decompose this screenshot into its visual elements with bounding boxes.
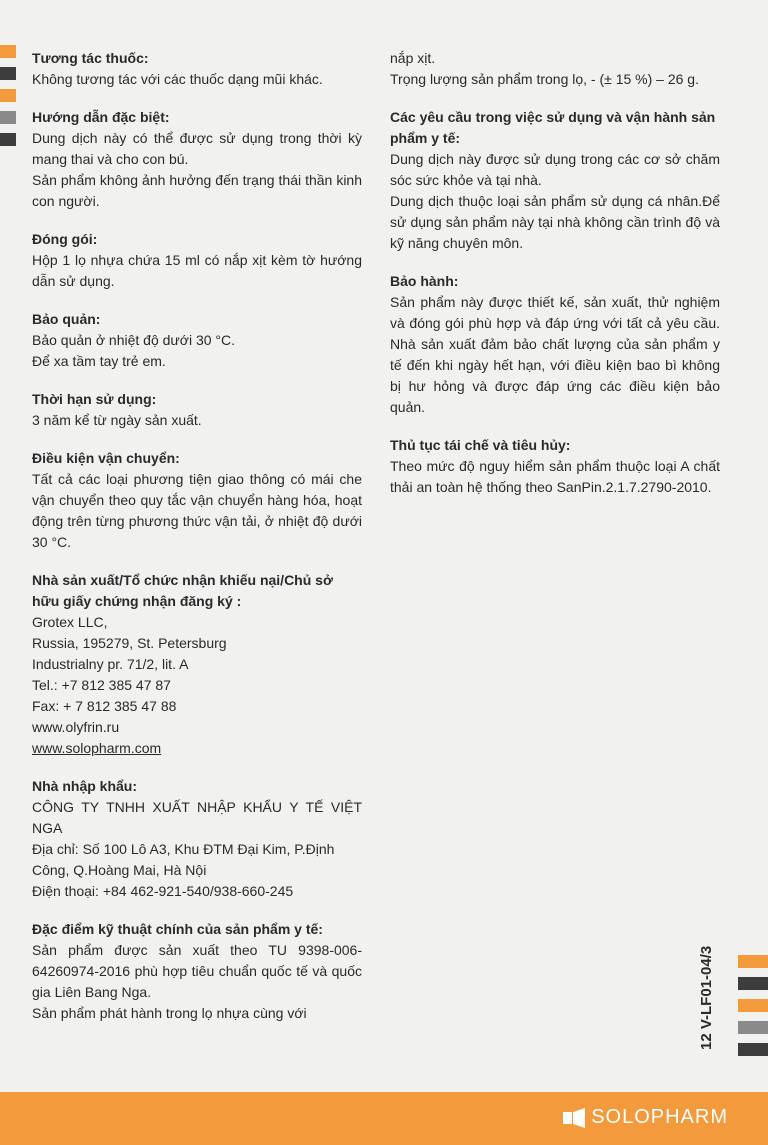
heading-importer: Nhà nhập khẩu: xyxy=(32,778,138,794)
text-storage-2: Để xa tầm tay trẻ em. xyxy=(32,353,166,369)
text-disposal: Theo mức độ nguy hiểm sản phẩm thuộc loại A chất thải an toàn hệ thống theo SanPin.2.1.7.2790-2010. xyxy=(390,458,720,495)
section-shelf-life xyxy=(32,389,362,431)
heading-packaging: Đóng gói: xyxy=(32,231,98,247)
right-column xyxy=(390,48,720,515)
section-storage xyxy=(32,309,362,372)
section-specs xyxy=(32,919,362,1024)
solopharm-logo-icon xyxy=(563,1108,585,1128)
left-color-marks xyxy=(0,45,16,155)
text-specs-1: Sản phẩm được sản xuất theo TU 9398-006-64260974-2016 phù hợp tiêu chuẩn quốc tế và quốc gia Liên Bang Nga. xyxy=(32,942,362,1000)
text-packaging: Hộp 1 lọ nhựa chứa 15 ml có nắp xịt kèm tờ hướng dẫn sử dụng. xyxy=(32,252,362,289)
heading-manufacturer: Nhà sản xuất/Tổ chức nhận khiếu nại/Chủ sở hữu giấy chứng nhận đăng ký : xyxy=(32,572,333,609)
importer-phone: Điện thoại: +84 462-921-540/938-660-245 xyxy=(32,883,294,899)
manufacturer-tel: Tel.: +7 812 385 47 87 xyxy=(32,677,171,693)
text-specs-2: Sản phẩm phát hành trong lọ nhựa cùng với xyxy=(32,1005,307,1021)
right-color-marks xyxy=(738,955,768,1065)
text-requirements-1: Dung dịch này được sử dụng trong các cơ sở chăm sóc sức khỏe và tại nhà. xyxy=(390,151,720,188)
manufacturer-website-2: www.solopharm.com xyxy=(32,740,162,756)
document-code: 12 V-LF01-04/3 xyxy=(698,945,715,1050)
text-specs-cont-1: nắp xịt. xyxy=(390,50,436,66)
text-transport: Tất cả các loại phương tiện giao thông có mái che vận chuyển theo quy tắc vận chuyển hàng hóa, hoạt động trên từng phương thức vận tải, ở nhiệt độ dưới 30 °C. xyxy=(32,471,362,550)
footer-bar xyxy=(0,1092,768,1145)
text-special-1: Dung dịch này có thể được sử dụng trong thời kỳ mang thai và cho con bú. xyxy=(32,130,362,167)
text-shelf-life: 3 năm kể từ ngày sản xuất. xyxy=(32,412,202,428)
heading-shelf-life: Thời hạn sử dụng: xyxy=(32,391,157,407)
heading-storage: Bảo quản: xyxy=(32,311,101,327)
manufacturer-fax: Fax: + 7 812 385 47 88 xyxy=(32,698,177,714)
heading-disposal: Thủ tục tái chế và tiêu hủy: xyxy=(390,437,571,453)
manufacturer-address-1: Russia, 195279, St. Petersburg xyxy=(32,635,227,651)
text-specs-cont-2: Trọng lượng sản phẩm trong lọ, - (± 15 %) – 26 g. xyxy=(390,71,699,87)
section-requirements xyxy=(390,107,720,254)
heading-special: Hướng dẫn đặc biệt: xyxy=(32,109,170,125)
text-storage-1: Bảo quản ở nhiệt độ dưới 30 °C. xyxy=(32,332,236,348)
text-warranty: Sản phẩm này được thiết kế, sản xuất, thử nghiệm và đóng gói phù hợp và đáp ứng với tất cả yêu cầu. Nhà sản xuất đảm bảo chất lượng của sản phẩm y tế đến khi ngày hết hạn, với điều kiện bao bì không bị hư hỏng và được đáp ứng các điều kiện bảo quản. xyxy=(390,294,720,415)
section-warranty xyxy=(390,271,720,418)
section-interactions xyxy=(32,48,362,90)
section-disposal xyxy=(390,435,720,498)
heading-interactions: Tương tác thuốc: xyxy=(32,50,149,66)
manufacturer-address-2: Industrialny pr. 71/2, lit. A xyxy=(32,656,189,672)
section-transport xyxy=(32,448,362,553)
importer-company: CÔNG TY TNHH XUẤT NHẬP KHẨU Y TẾ VIỆT NGA xyxy=(32,799,362,836)
text-requirements-2: Dung dịch thuộc loại sản phẩm sử dụng cá nhân.Để sử dụng sản phẩm này tại nhà không cần trình độ và kỹ năng chuyên môn. xyxy=(390,193,720,251)
text-interactions: Không tương tác với các thuốc dạng mũi khác. xyxy=(32,71,323,87)
manufacturer-company: Grotex LLC, xyxy=(32,614,108,630)
heading-warranty: Bảo hành: xyxy=(390,273,459,289)
heading-requirements: Các yêu cầu trong việc sử dụng và vận hành sản phẩm y tế: xyxy=(390,109,716,146)
heading-transport: Điều kiện vận chuyển: xyxy=(32,450,180,466)
importer-address: Địa chỉ: Số 100 Lô A3, Khu ĐTM Đại Kim, P.Định Công, Q.Hoàng Mai, Hà Nội xyxy=(32,841,335,878)
section-special xyxy=(32,107,362,212)
section-specs-continued xyxy=(390,48,720,90)
section-importer xyxy=(32,776,362,902)
text-special-2: Sản phẩm không ảnh hưởng đến trạng thái thần kinh con người. xyxy=(32,172,362,209)
section-manufacturer xyxy=(32,570,362,759)
section-packaging xyxy=(32,229,362,292)
heading-specs: Đặc điểm kỹ thuật chính của sản phẩm y tế: xyxy=(32,921,323,937)
brand-logo xyxy=(563,1106,728,1129)
brand-name: SOLOPHARM xyxy=(591,1106,728,1128)
manufacturer-website-1: www.olyfrin.ru xyxy=(32,719,120,735)
left-column xyxy=(32,48,362,1041)
